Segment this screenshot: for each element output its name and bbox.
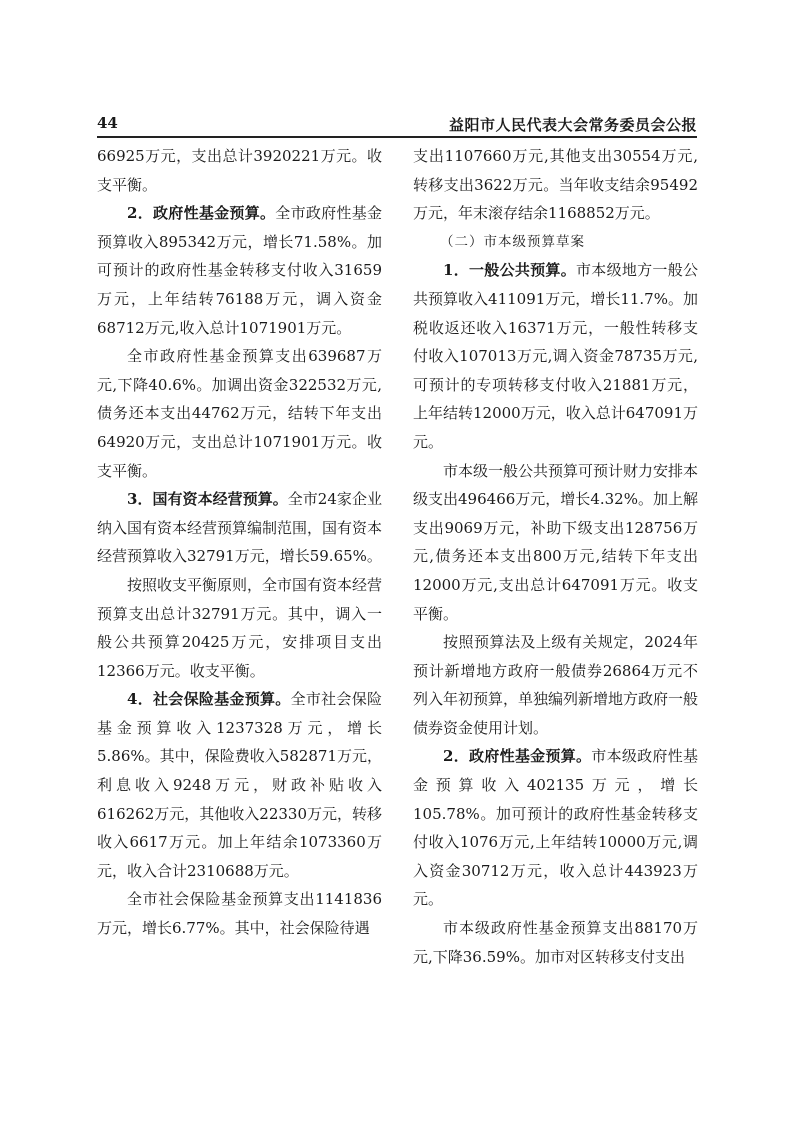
paragraph-heading: 2．政府性基金预算。 (443, 747, 592, 766)
paragraph-text: 市本级政府性基金预算收入402135万元，增长105.78%。加可预计的政府性基金转移支付收入1076万元,上年结转10000万元,调入资金30712万元，收入总计443923万元。 (413, 747, 698, 909)
paragraph-text: 市本级政府性基金预算支出88170万元,下降36.59%。加市对区转移支付支出 (413, 919, 698, 966)
paragraph-text: 市本级地方一般公共预算收入411091万元，增长11.7%。加税收返还收入16371万元，一般性转移支付收入107013万元,调入资金78735万元,可预计的专项转移支付收入21881万元，上年结转12000万元，收入总计647091万元。 (413, 261, 698, 451)
paragraph (97, 685, 382, 885)
paragraph-text: 支出1107660万元,其他支出30554万元,转移支出3622万元。当年收支结余95492万元，年末滚存结余1168852万元。 (413, 147, 698, 223)
paragraph (413, 914, 698, 971)
right-column (413, 142, 698, 971)
paragraph-heading: 4．社会保险基金预算。 (127, 690, 291, 709)
paragraph (97, 571, 382, 685)
paragraph (413, 256, 698, 456)
page-header (97, 112, 697, 138)
paragraph-heading: 1．一般公共预算。 (443, 261, 576, 280)
paragraph-heading: 2．政府性基金预算。 (127, 204, 276, 223)
paragraph-text: 市本级一般公共预算可预计财力安排本级支出496466万元，增长4.32%。加上解支出9069万元，补助下级支出128756万元,债务还本支出800万元,结转下年支出12000万元,支出总计647091万元。收支平衡。 (413, 461, 699, 623)
paragraph-text: 全市社会保险基金预算收入1237328万元，增长5.86%。其中，保险费收入582871万元，利息收入9248万元，财政补贴收入616262万元，其他收入22330万元，转移收入6617万元。加上年结余1073360万元，收入合计2310688万元。 (97, 690, 382, 880)
paragraph-text: 全市社会保险基金预算支出1141836万元，增长6.77%。其中，社会保险待遇 (97, 890, 382, 938)
paragraph (97, 199, 382, 342)
paragraph (413, 142, 698, 228)
paragraph-text: 66925万元，支出总计3920221万元。收支平衡。 (97, 147, 382, 194)
journal-title: 益阳市人民代表大会常务委员会公报 (448, 116, 697, 134)
paragraph (97, 142, 382, 199)
paragraph-text: 全市政府性基金预算收入895342万元，增长71.58%。加可预计的政府性基金转移支付收入31659万元，上年结转76188万元，调入资金68712万元,收入总计1071901万元。 (97, 204, 382, 337)
left-column (97, 142, 382, 943)
paragraph (413, 457, 698, 629)
paragraph (413, 742, 698, 914)
paragraph (413, 628, 698, 742)
paragraph-text: 按照收支平衡原则，全市国有资本经营预算支出总计32791万元。其中，调入一般公共预算20425万元，安排项目支出12366万元。收支平衡。 (97, 575, 383, 680)
paragraph-heading: 3．国有资本经营预算。 (127, 490, 288, 509)
paragraph (97, 342, 382, 485)
paragraph-text: 全市24家企业纳入国有资本经营预算编制范围，国有资本经营预算收入32791万元，增长59.65%。 (97, 490, 383, 566)
paragraph (97, 885, 382, 942)
paragraph (97, 485, 382, 571)
paragraph-text: 按照预算法及上级有关规定，2024年预计新增地方政府一般债券26864万元不列入年初预算，单独编列新增地方政府一般债券资金使用计划。 (413, 633, 699, 737)
subsection-title: （二）市本级预算草案 (440, 233, 585, 250)
page-number: 44 (97, 114, 118, 132)
paragraph-text: 全市政府性基金预算支出639687万元,下降40.6%。加调出资金322532万元,债务还本支出44762万元，结转下年支出64920万元，支出总计1071901万元。收支平衡。 (97, 347, 382, 480)
